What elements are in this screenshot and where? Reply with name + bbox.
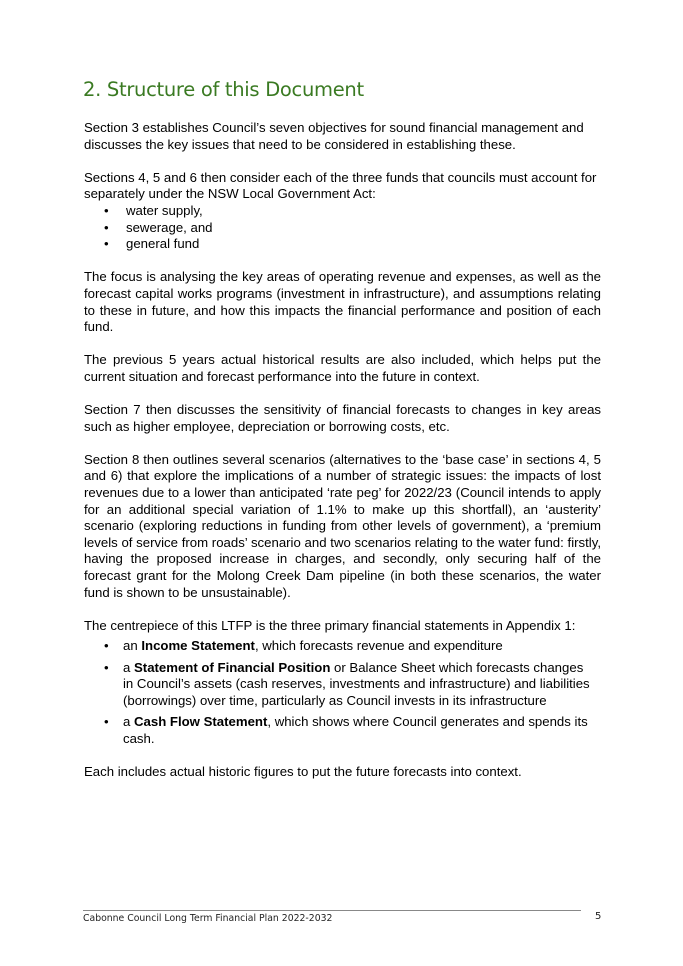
paragraph-section-8: Section 8 then outlines several scenarios (alternatives to the ‘base case’ in sections 4, 5 and 6) that explore the implications of a number of strategic issues: the impacts of lost revenues due to a lower than anticipated ‘rate peg’ for 2022/23 (Council intends to apply for an additional special variation of 1.1% to make up this shortfall), an ‘austerity’ scenario (exploring reductions in funding from other levels of government), a ‘premium levels of service from roads’ scenario and two scenarios relating to the water fund: firstly, having the proposed increase in charges, and secondly, only securing half of the forecast grant for the Molong Creek Dam pipeline (in both these scenarios, the water fund is shown to be unsustainable). bbox=[84, 451, 601, 600]
paragraph-section-7: Section 7 then discusses the sensitivity of financial forecasts to changes in key areas such as higher employee, depreciation or borrowing costs, etc. bbox=[84, 402, 601, 434]
paragraph-closing: Each includes actual historic figures to put the future forecasts into context. bbox=[84, 764, 522, 780]
item-prefix: a bbox=[123, 659, 134, 675]
list-item bbox=[84, 660, 593, 710]
list-item bbox=[84, 714, 593, 747]
item-prefix: an bbox=[123, 638, 142, 654]
item-prefix: a bbox=[123, 714, 134, 730]
funds-list bbox=[84, 203, 601, 253]
list-item: • water supply, bbox=[84, 203, 601, 220]
item-description: or Balance Sheet which forecasts changes in Council’s assets (cash reserves, investments and infrastructure) and liabilities (borrowings) over time, particularly as Council invests in its infrastructure bbox=[123, 659, 590, 708]
statement-name: Statement of Financial Position bbox=[134, 659, 331, 675]
list-item: • sewerage, and bbox=[84, 220, 601, 237]
footer-divider bbox=[83, 910, 581, 911]
item-description: , which shows where Council generates and spends its cash. bbox=[123, 714, 588, 746]
item-description: , which forecasts revenue and expenditure bbox=[254, 638, 503, 654]
footer-title: Cabonne Council Long Term Financial Plan 2022-2032 bbox=[83, 913, 333, 924]
list-item: • general fund bbox=[84, 236, 601, 253]
paragraph-funds-intro: Sections 4, 5 and 6 then consider each of the three funds that councils must account for separately under the NSW Local Government Act: bbox=[84, 169, 597, 202]
section-heading: 2. Structure of this Document bbox=[83, 78, 364, 101]
paragraph-historical: The previous 5 years actual historical results are also included, which helps put the current situation and forecast performance into the future in context. bbox=[84, 352, 601, 384]
statement-name: Income Statement bbox=[141, 638, 255, 654]
body-text bbox=[84, 120, 601, 797]
statement-name: Cash Flow Statement bbox=[134, 714, 268, 730]
paragraph-section-3: Section 3 establishes Council’s seven objectives for sound financial management and discusses the key issues that need to be considered in establishing these. bbox=[84, 120, 584, 152]
list-item bbox=[84, 638, 593, 655]
paragraph-statements-intro: The centrepiece of this LTFP is the three primary financial statements in Appendix 1: bbox=[84, 617, 576, 633]
statements-list bbox=[84, 638, 601, 747]
page-number: 5 bbox=[595, 911, 602, 922]
paragraph-focus: The focus is analysing the key areas of operating revenue and expenses, as well as the forecast capital works programs (investment in infrastructure), and assumptions relating to these in future, and how this impacts the financial performance and position of each fund. bbox=[84, 269, 601, 335]
